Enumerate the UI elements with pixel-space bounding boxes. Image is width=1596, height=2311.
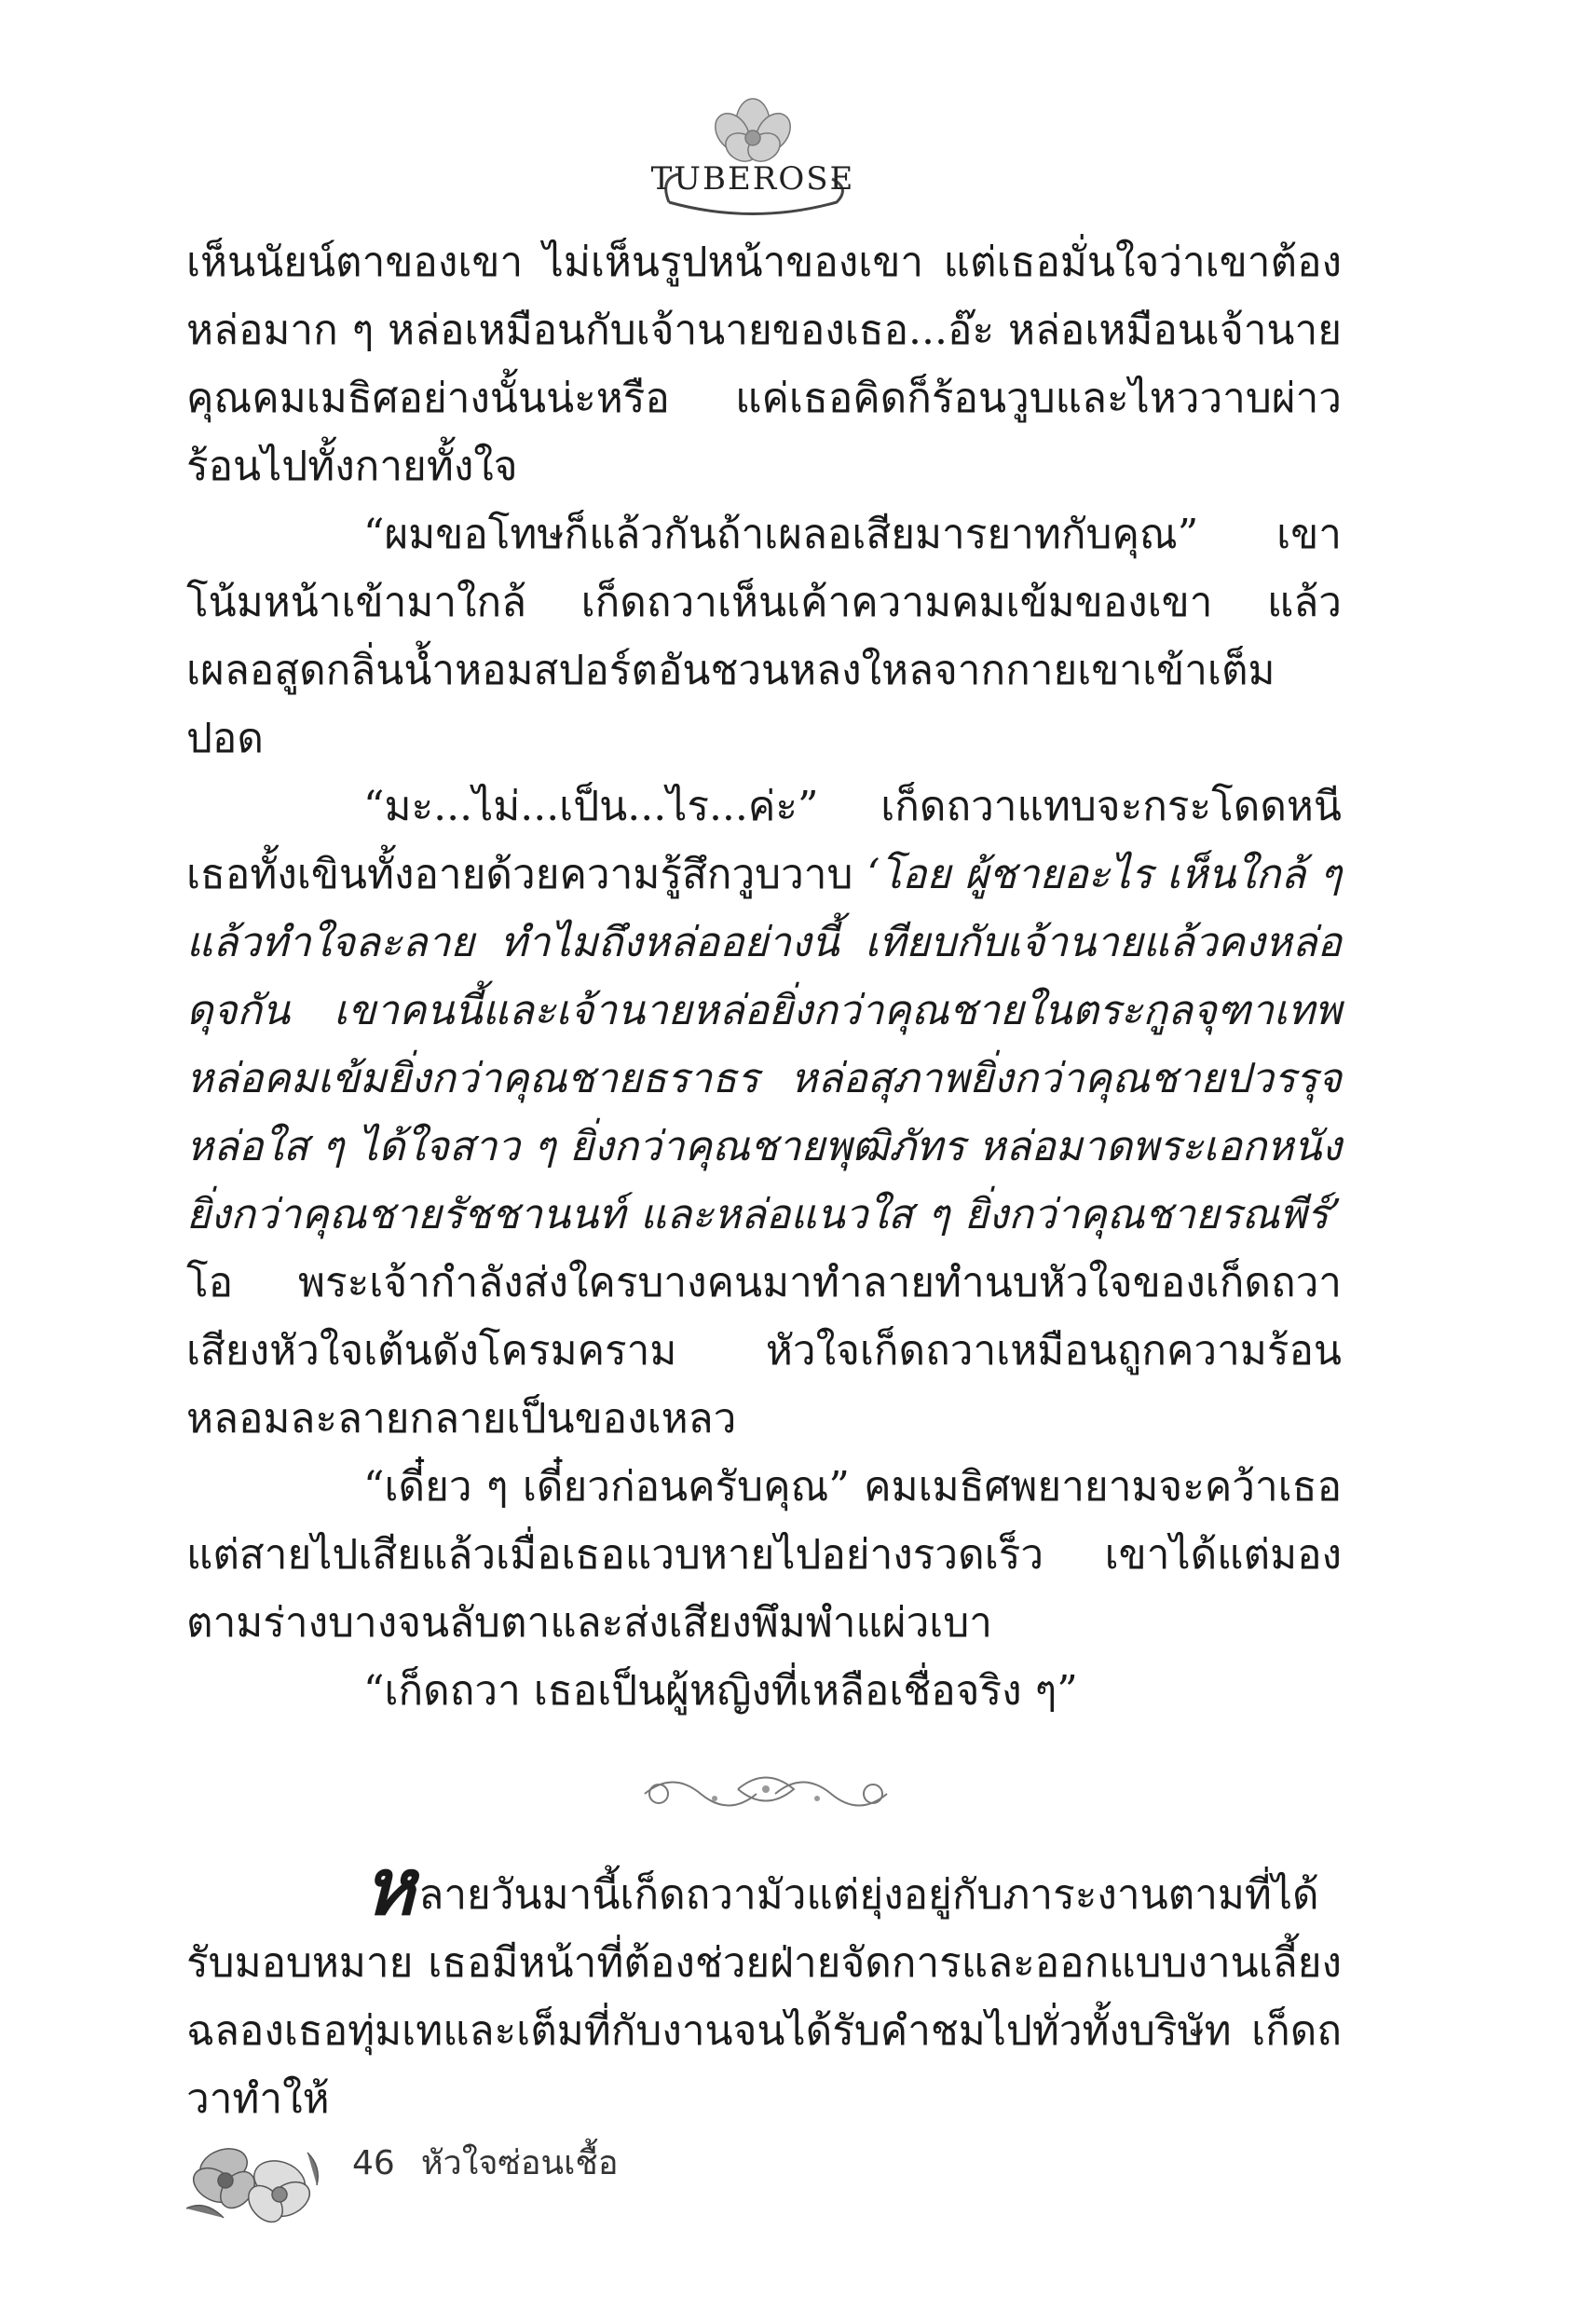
paragraph-5: “เก็ดถวา เธอเป็นผู้หญิงที่เหลือเชื่อจริง ๆ”: [363, 1667, 1078, 1715]
section-2-paragraph: [186, 1840, 1342, 2133]
header-logo: [641, 86, 865, 216]
paragraph-3: [186, 773, 1342, 1453]
drop-cap: ห: [363, 1840, 416, 1933]
paragraph-1: เห็นนัยน์ตาของเขา ไม่เห็นรูปหน้าของเขา แต่เธอมั่นใจว่าเขาต้องหล่อมาก ๆ หล่อเหมือนกับเจ้านายของเธอ...อ๊ะ หล่อเหมือนเจ้านายคุณคมเมธิศอย่างนั้นน่ะหรือ แค่เธอคิดก็ร้อนวูบและไหววาบผ่าวร้อนไปทั้งกายทั้งใจ: [186, 239, 1342, 490]
gardenia-flower-icon: [168, 2115, 335, 2236]
paragraph-4: “เดี๋ยว ๆ เดี๋ยวก่อนครับคุณ” คมเมธิศพยายามจะคว้าเธอแต่สายไปเสียแล้วเมื่อเธอแวบหายไปอย่างรวดเร็ว เขาได้แต่มองตามร่างบางจนลับตาและส่งเสียงพึมพำแผ่วเบา: [186, 1463, 1342, 1647]
paragraph-2: “ผมขอโทษก็แล้วกันถ้าเผลอเสียมารยาทกับคุณ” เขาโน้มหน้าเข้ามาใกล้ เก็ดถวาเห็นเค้าความคมเข้มของเขา แล้วเผลอสูดกลิ่นน้ำหอมสปอร์ตอันชวนหลงใหลจากกายเขาเข้าเต็มปอด: [186, 511, 1342, 762]
page-number: 46: [352, 2144, 395, 2182]
paragraph-3-thought: ‘โอย ผู้ชายอะไร เห็นใกล้ ๆ แล้วทำใจละลาย ทำไมถึงหล่ออย่างนี้ เทียบกับเจ้านายแล้วคงหล่อดุจกัน เขาคนนี้และเจ้านายหล่อยิ่งกว่าคุณชายในตระกูลจุฑาเทพ หล่อคมเข้มยิ่งกว่าคุณชายธราธร หล่อสุภาพยิ่งกว่าคุณชายปวรรุจ หล่อใส ๆ ได้ใจสาว ๆ ยิ่งกว่าคุณชายพุฒิภัทร หล่อมาดพระเอกหนังยิ่งกว่าคุณชายรัชชานนท์ และหล่อแนวใส ๆ ยิ่งกว่าคุณชายรณพีร์’: [186, 851, 1342, 1238]
page-footer: [352, 2136, 644, 2189]
paragraph-3-intro: “มะ...ไม่...เป็น...ไร...ค่ะ” เก็ดถวาแทบจะกระโดดหนี เธอทั้งเขินทั้งอายด้วยความรู้สึกวูบวาบ: [186, 783, 1342, 898]
paragraph-3-end: โอ พระเจ้ากำลังส่งใครบางคนมาทำลายทำนบหัวใจของเก็ดถวา เสียงหัวใจเต้นดังโครมคราม หัวใจเก็ดถวาเหมือนถูกความร้อนหลอมละลายกลายเป็นของเหลว: [186, 1259, 1342, 1443]
body-text: [186, 228, 1342, 1725]
ornament-divider-icon: [626, 1761, 906, 1826]
book-title: หัวใจซ่อนเชื้อ: [420, 2144, 619, 2182]
section-2-text: ลายวันมานี้เก็ดถวามัวแต่ยุ่งอยู่กับภาระงานตามที่ได้รับมอบหมาย เธอมีหน้าที่ต้องช่วยฝ่ายจัดการและออกแบบงานเลี้ยงฉลองเธอทุ่มเทและเต็มที่กับงานจนได้รับคำชมไปทั่วทั้งบริษัท เก็ดถวาทำให้: [186, 1871, 1342, 2123]
section-2: [186, 1840, 1342, 2133]
logo-text: TUBEROSE: [650, 160, 855, 198]
